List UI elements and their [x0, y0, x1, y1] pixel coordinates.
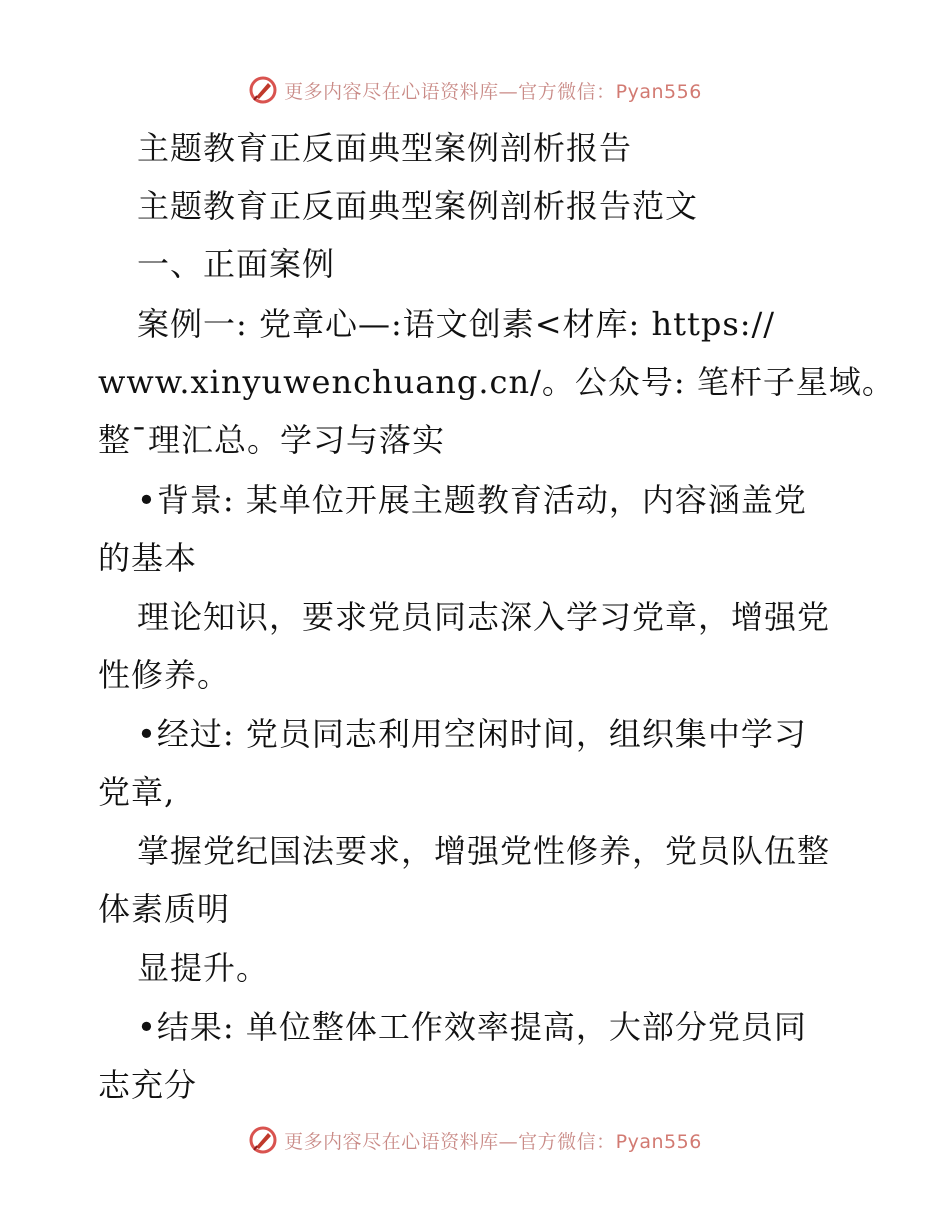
watermark-text: 更多内容尽在心语资料库—官方微信：Pyan556 [284, 80, 702, 103]
quill-logo-icon [248, 75, 278, 105]
header-watermark [0, 72, 950, 108]
doc-subtitle: 主题教育正反面典型案例剖析报告范文 [137, 187, 699, 225]
bullet-background: •背景: 某单位开展主题教育活动，内容涵盖党 [137, 481, 807, 519]
paragraph-line: 显提升。 [137, 949, 270, 987]
paragraph-line: 案例一: 党章心—:语文创素<材库: https:// [137, 305, 776, 343]
paragraph-line: 的基本 [98, 539, 198, 577]
quill-logo-icon [248, 1125, 278, 1155]
section-heading: 一、正面案例 [137, 245, 336, 283]
paragraph-line: 整¯理汇总。学习与落实 [98, 421, 446, 459]
watermark-text: 更多内容尽在心语资料库—官方微信：Pyan556 [284, 1130, 702, 1153]
doc-title: 主题教育正反面典型案例剖析报告 [137, 129, 633, 167]
paragraph-line: 性修养。 [98, 656, 231, 694]
paragraph-line: 志充分 [98, 1066, 198, 1104]
paragraph-line: 党章, [98, 773, 176, 811]
bullet-result: •结果: 单位整体工作效率提高，大部分党员同 [137, 1008, 807, 1046]
footer-watermark [0, 1122, 950, 1158]
paragraph-line: 理论知识，要求党员同志深入学习党章，增强党 [137, 598, 831, 636]
paragraph-line: 体素质明 [98, 890, 231, 928]
paragraph-line: www.xinyuwenchuang.cn/。公众号: 笔杆子星域。 [98, 363, 895, 401]
bullet-process: •经过: 党员同志利用空闲时间，组织集中学习 [137, 715, 807, 753]
paragraph-line: 掌握党纪国法要求，增强党性修养，党员队伍整 [137, 832, 831, 870]
